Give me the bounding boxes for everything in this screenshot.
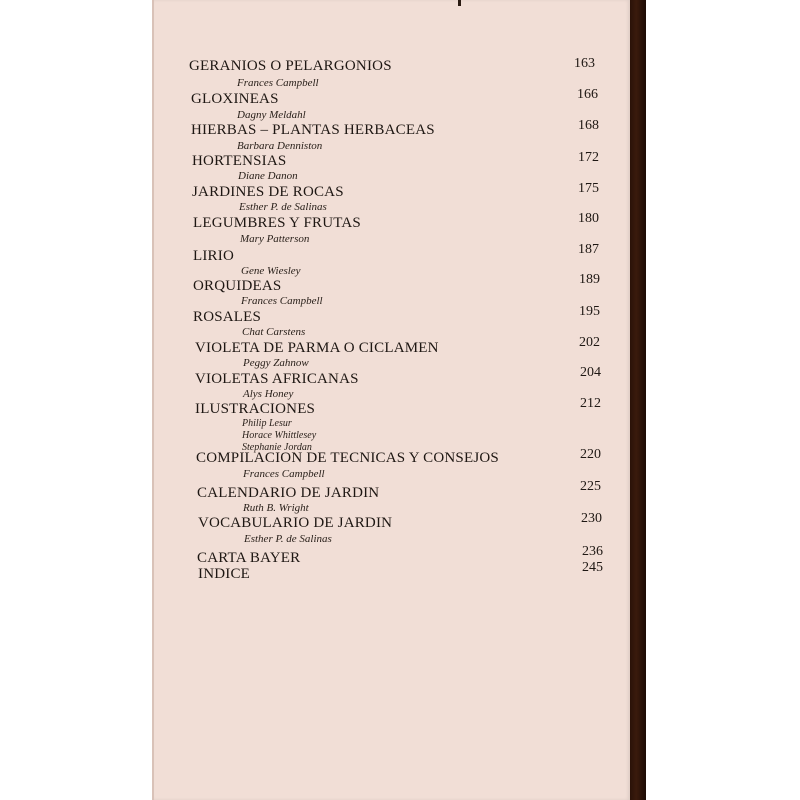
toc-entry-author: Chat Carstens [242, 326, 306, 338]
toc-entry-title: CARTA BAYER [197, 550, 301, 566]
toc-entry-title: ORQUIDEAS [193, 278, 282, 294]
toc-entry-author: Esther P. de Salinas [239, 201, 327, 213]
toc-entry-page: 187 [578, 242, 599, 257]
toc-entry-page: 230 [581, 511, 602, 526]
toc-entry-page: 180 [578, 211, 599, 226]
toc-entry-title: GERANIOS O PELARGONIOS [189, 58, 392, 74]
toc-entry-title: VIOLETA DE PARMA O CICLAMEN [195, 340, 439, 356]
toc-entry-title: COMPILACION DE TECNICAS Y CONSEJOS [196, 450, 499, 466]
toc-entry-author: Stephanie Jordan [242, 442, 312, 453]
toc-entry-page: 220 [580, 447, 601, 462]
toc-entry-author: Philip Lesur [242, 418, 292, 429]
toc-entry-author: Dagny Meldahl [237, 109, 306, 121]
toc-entry-author: Frances Campbell [241, 295, 323, 307]
toc-entry-page: 166 [577, 87, 598, 102]
toc-entry-page: 204 [580, 365, 601, 380]
toc-entry-title: GLOXINEAS [191, 91, 279, 107]
toc-entry-title: VIOLETAS AFRICANAS [195, 371, 359, 387]
toc-entry-title: ROSALES [193, 309, 262, 325]
contents-page [154, 0, 630, 800]
toc-entry-title: JARDINES DE ROCAS [192, 184, 344, 200]
toc-entry-author: Peggy Zahnow [243, 357, 309, 369]
toc-entry-page: 245 [582, 560, 603, 575]
toc-entry-page: 236 [582, 544, 603, 559]
toc-entry-page: 168 [578, 118, 599, 133]
book-cover-edge [630, 0, 646, 800]
toc-entry-title: LIRIO [193, 248, 234, 264]
toc-entry-page: 225 [580, 479, 601, 494]
toc-entry-page: 163 [574, 56, 595, 71]
toc-entry-author: Gene Wiesley [241, 265, 301, 277]
toc-entry-author: Horace Whittlesey [242, 430, 317, 441]
toc-entry-title: LEGUMBRES Y FRUTAS [193, 215, 361, 231]
toc-entry-author: Mary Patterson [240, 233, 310, 245]
toc-entry-title: HORTENSIAS [192, 153, 287, 169]
toc-entry-title: VOCABULARIO DE JARDIN [198, 515, 393, 531]
toc-entry-page: 195 [579, 304, 600, 319]
toc-entry-author: Diane Danon [238, 170, 298, 182]
toc-entry-title: ILUSTRACIONES [195, 401, 316, 417]
toc-entry-title: INDICE [198, 566, 251, 582]
toc-entry-page: 212 [580, 396, 601, 411]
toc-entry-page: 189 [579, 272, 600, 287]
toc-entry-title: HIERBAS – PLANTAS HERBACEAS [191, 122, 435, 138]
toc-entry-author: Alys Honey [243, 388, 294, 400]
toc-entry-author: Esther P. de Salinas [244, 533, 332, 545]
toc-entry-author: Barbara Denniston [237, 140, 323, 152]
toc-entry-page: 202 [579, 335, 600, 350]
ink-mark [458, 0, 461, 6]
toc-entry-author: Frances Campbell [243, 468, 325, 480]
toc-entry-page: 175 [578, 181, 599, 196]
toc-entry-author: Frances Campbell [237, 77, 319, 89]
toc-entry-page: 172 [578, 150, 599, 165]
toc-entry-author: Ruth B. Wright [243, 502, 309, 514]
toc-entry-title: CALENDARIO DE JARDIN [197, 485, 380, 501]
